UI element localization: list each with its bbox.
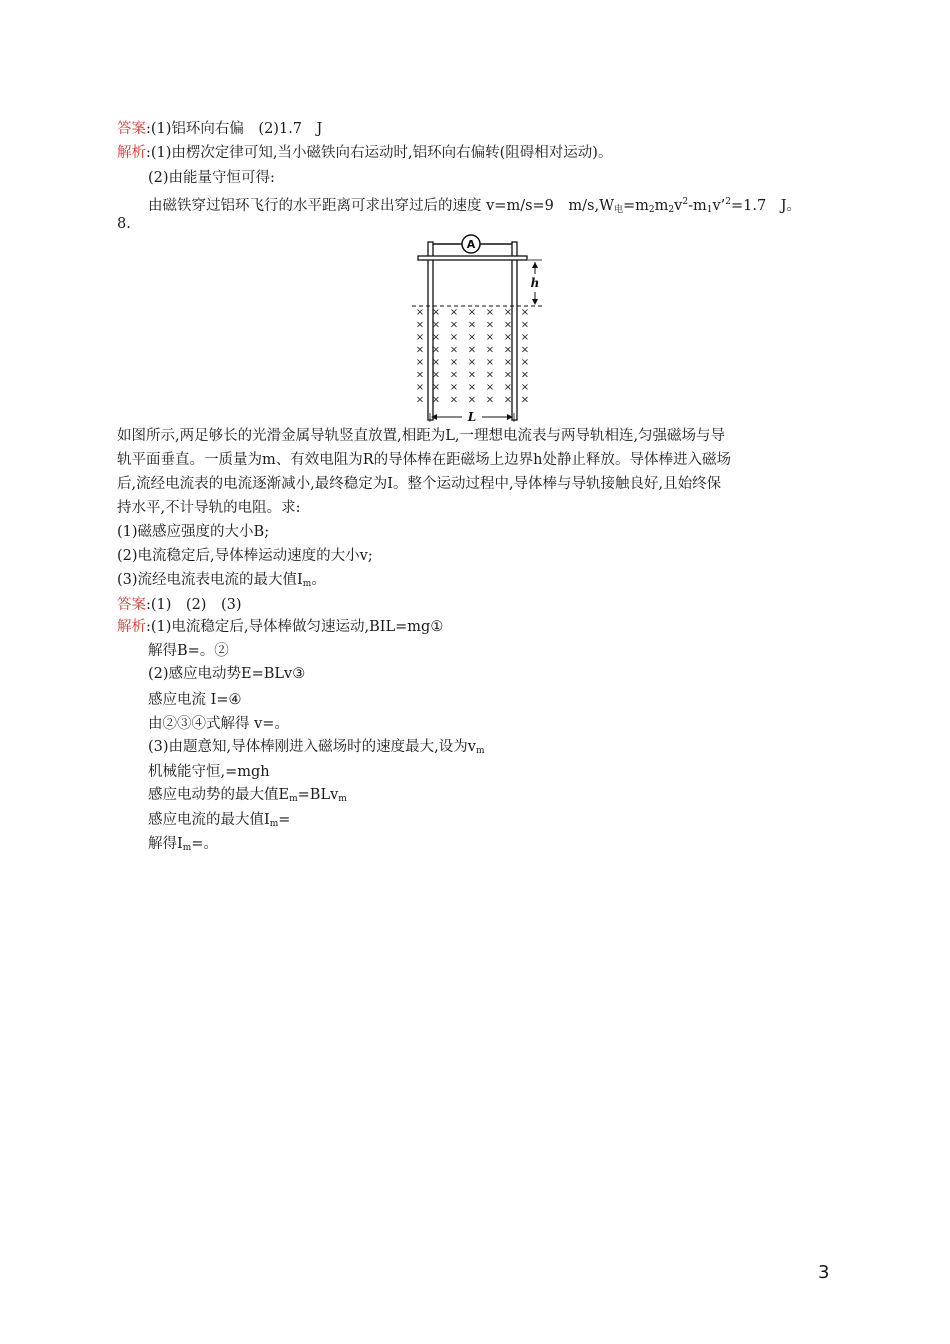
q7-step-3-f: v’ <box>712 198 726 214</box>
field-cross-mark: × <box>467 382 477 393</box>
field-cross-mark: × <box>467 394 477 406</box>
field-cross-mark: × <box>415 319 425 331</box>
field-cross-mark: × <box>485 357 495 368</box>
field-cross-mark: × <box>520 369 530 381</box>
field-cross-mark: × <box>485 369 495 381</box>
field-cross-mark: × <box>449 344 459 356</box>
field-cross-mark: × <box>503 344 513 356</box>
solution-step-text: = <box>278 812 291 828</box>
q7-step-3-b: =m <box>623 198 649 214</box>
q7-sub: 2 <box>648 205 655 215</box>
field-cross-mark: × <box>467 344 477 356</box>
field-cross-mark: × <box>520 344 530 356</box>
subscript: m <box>302 579 312 589</box>
field-cross-mark: × <box>467 369 477 381</box>
field-cross-mark: × <box>503 332 513 343</box>
q7-step-3-g: =1.7 J。 <box>731 198 802 214</box>
q8-analysis-line <box>117 617 443 637</box>
field-cross-mark: × <box>449 394 459 406</box>
q7-step-3-d: v <box>674 198 683 214</box>
solution-step-text: =BLv <box>297 787 339 803</box>
field-cross-mark: × <box>485 344 495 356</box>
field-cross-mark: × <box>449 332 459 343</box>
solution-step: 机械能守恒,=mgh <box>148 764 270 780</box>
q7-step-3-c: m <box>654 198 669 214</box>
solution-step-text: 解得I <box>148 836 183 852</box>
solution-step: (2)感应电动势E=BLv③ <box>148 666 306 682</box>
solution-step <box>148 810 290 834</box>
analysis-text: :(1)电流稳定后,导体棒做匀速运动,BIL=mg① <box>146 619 444 635</box>
field-cross-mark: × <box>467 319 477 331</box>
sub-question-1: (1)磁感应强度的大小B; <box>117 524 270 540</box>
field-cross-mark: × <box>431 319 441 331</box>
problem-text-4: 持水平,不计导轨的电阻。求: <box>117 500 301 516</box>
subscript: m <box>289 794 298 804</box>
field-cross-mark: × <box>503 307 513 318</box>
q7-sub: 电 <box>614 205 624 215</box>
field-cross-mark: × <box>431 382 441 393</box>
problem-text-1: 如图所示,两足够长的光滑金属导轨竖直放置,相距为L,一理想电流表与两导轨相连,匀强磁场与导 <box>117 428 726 444</box>
field-cross-mark: × <box>503 319 513 331</box>
field-cross-mark: × <box>449 369 459 381</box>
field-cross-mark: × <box>503 369 513 381</box>
sub-question-3-end: 。 <box>311 572 326 588</box>
field-cross-mark: × <box>503 394 513 406</box>
field-cross-mark: × <box>520 319 530 331</box>
field-cross-mark: × <box>415 369 425 381</box>
q7-answer-line <box>117 119 322 139</box>
field-cross-mark: × <box>449 307 459 318</box>
field-cross-mark: × <box>485 319 495 331</box>
q7-sub: 1 <box>706 205 713 215</box>
height-label: h <box>530 276 540 290</box>
q7-sup: 2 <box>725 197 732 207</box>
q7-step-3 <box>148 192 801 220</box>
q8-answer-line <box>117 595 242 615</box>
field-cross-mark: × <box>431 357 441 368</box>
solution-step <box>148 785 347 809</box>
field-cross-mark: × <box>520 357 530 368</box>
page-number: 3 <box>818 1262 830 1283</box>
field-cross-mark: × <box>431 369 441 381</box>
subscript: m <box>475 746 485 756</box>
field-cross-mark: × <box>485 394 495 406</box>
analysis-label: 解析 <box>117 619 146 635</box>
question-number: 8. <box>117 216 131 232</box>
field-cross-mark: × <box>415 394 425 406</box>
problem-text-2: 轨平面垂直。一质量为m、有效电阻为R的导体棒在距磁场上边界h处静止释放。导体棒进入磁场 <box>117 452 732 468</box>
left-rail <box>428 242 433 420</box>
field-cross-mark: × <box>431 332 441 343</box>
field-cross-mark: × <box>415 344 425 356</box>
field-cross-mark: × <box>431 394 441 406</box>
field-cross-mark: × <box>449 319 459 331</box>
rail-circuit-diagram <box>410 232 545 424</box>
field-cross-mark: × <box>467 357 477 368</box>
q7-sub: 2 <box>668 205 675 215</box>
width-label: L <box>467 410 477 424</box>
analysis-label: 解析 <box>117 145 146 161</box>
field-cross-mark: × <box>431 344 441 356</box>
answer-label: 答案 <box>117 597 146 613</box>
sub-question-3-text: (3)流经电流表电流的最大值I <box>117 572 303 588</box>
answer-text: :(1) (2) (3) <box>146 597 242 613</box>
field-cross-mark: × <box>467 307 477 318</box>
solution-step: 由②③④式解得 v=。 <box>148 716 289 732</box>
field-cross-mark: × <box>415 332 425 343</box>
q7-step-2: (2)由能量守恒可得: <box>148 170 275 186</box>
field-cross-mark: × <box>520 307 530 318</box>
field-cross-mark: × <box>485 307 495 318</box>
field-cross-mark: × <box>415 307 425 318</box>
field-cross-mark: × <box>415 357 425 368</box>
field-cross-mark: × <box>520 382 530 393</box>
field-cross-mark: × <box>503 357 513 368</box>
subscript: m <box>182 843 192 853</box>
field-cross-mark: × <box>415 382 425 393</box>
solution-step: 感应电流 I=④ <box>148 692 242 708</box>
solution-step: 解得B=。② <box>148 643 229 659</box>
rail-circuit-figure <box>410 232 545 428</box>
right-rail <box>512 242 517 420</box>
q7-step-3-a: 由磁铁穿过铝环飞行的水平距离可求出穿过后的速度 v=m/s=9 m/s,W <box>148 198 614 214</box>
q7-analysis-line <box>117 143 612 163</box>
ammeter-label: A <box>466 238 476 251</box>
magnetic-field-crosses <box>416 307 529 406</box>
answer-text: :(1)铝环向右偏 (2)1.7 J <box>146 121 323 137</box>
solution-step-text: (3)由题意知,导体棒刚进入磁场时的速度最大,设为v <box>148 739 476 755</box>
field-cross-mark: × <box>520 332 530 343</box>
q7-step-3-e: -m <box>688 198 707 214</box>
subscript: m <box>269 819 279 829</box>
field-cross-mark: × <box>503 382 513 393</box>
analysis-text: :(1)由楞次定律可知,当小磁铁向右运动时,铝环向右偏转(阻碍相对运动)。 <box>146 145 613 161</box>
solution-step-text: =。 <box>191 836 218 852</box>
solution-step <box>148 834 218 858</box>
subscript: m <box>338 794 347 804</box>
sub-question-2: (2)电流稳定后,导体棒运动速度的大小v; <box>117 548 373 564</box>
field-cross-mark: × <box>467 332 477 343</box>
answer-label: 答案 <box>117 121 146 137</box>
sub-question-3 <box>117 570 326 594</box>
solution-step-text: 感应电流的最大值I <box>148 812 270 828</box>
field-cross-mark: × <box>485 332 495 343</box>
conductor-rod <box>418 256 527 260</box>
field-cross-mark: × <box>449 357 459 368</box>
field-cross-mark: × <box>431 307 441 318</box>
field-cross-mark: × <box>520 394 530 406</box>
q7-sup: 2 <box>682 197 689 207</box>
field-cross-mark: × <box>449 382 459 393</box>
solution-step <box>148 737 485 761</box>
solution-step-text: 感应电动势的最大值E <box>148 787 290 803</box>
field-cross-mark: × <box>485 382 495 393</box>
problem-text-3: 后,流经电流表的电流逐渐减小,最终稳定为I。整个运动过程中,导体棒与导轨接触良好,且始终保 <box>117 476 722 492</box>
